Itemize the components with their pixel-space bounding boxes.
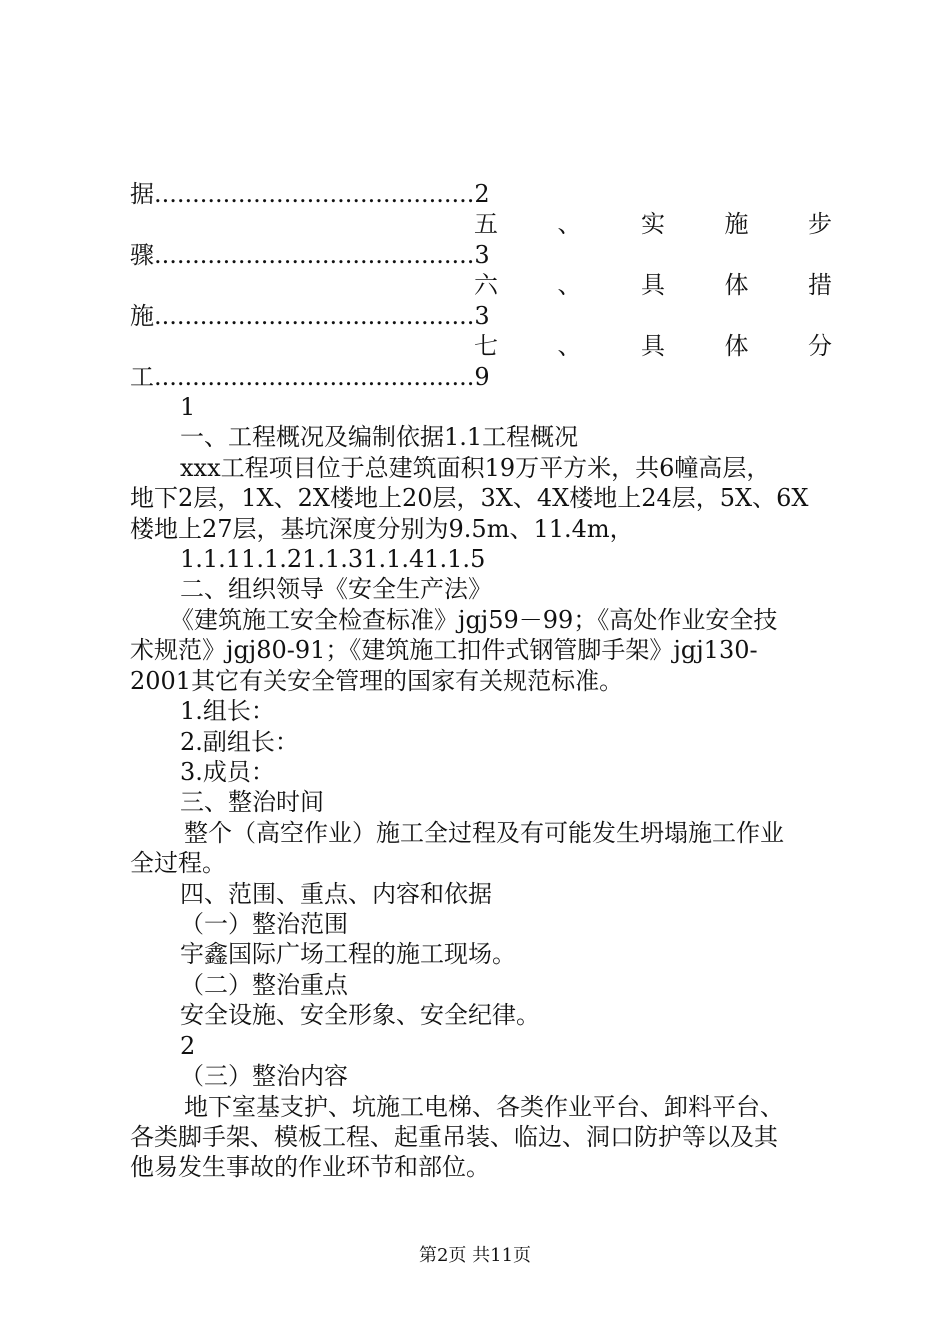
- toc-char: 施: [724, 210, 749, 238]
- toc-entry-7-tail: 工..........................................9: [130, 363, 490, 391]
- toc-char: 具: [641, 332, 665, 360]
- paragraph-line: 地下室基支护、坑施工电梯、各类作业平台、卸料平台、: [184, 1093, 784, 1121]
- toc-entry-6-head: [474, 270, 832, 300]
- subsection-heading: （三）整治内容: [180, 1062, 348, 1090]
- page-number-marker: 2: [180, 1032, 196, 1060]
- toc-char: 体: [724, 332, 749, 360]
- list-item: 3.成员：: [180, 758, 275, 786]
- toc-entry-5-tail: 骤..........................................3: [130, 241, 490, 269]
- section-heading: 四、范围、重点、内容和依据: [180, 880, 492, 908]
- toc-char: 七: [474, 332, 498, 360]
- paragraph-line: 1.1.11.1.21.1.31.1.41.1.5: [180, 545, 486, 573]
- paragraph-line: 地下2层，1X、2X楼地上20层，3X、4X楼地上24层，5X、6X: [130, 484, 809, 512]
- toc-char: 实: [641, 210, 665, 238]
- toc-entry-6-tail: 施..........................................3: [130, 302, 490, 330]
- paragraph-line: xxx工程项目位于总建筑面积19万平方米，共6幢高层，: [180, 454, 771, 482]
- paragraph-line: 全过程。: [130, 849, 226, 877]
- section-heading: 三、整治时间: [180, 788, 324, 816]
- section-heading: 二、组织领导《安全生产法》: [180, 575, 492, 603]
- paragraph-line: 《建筑施工安全检查标准》jgj59－99；《高处作业安全技: [170, 606, 778, 634]
- toc-char: 、: [557, 271, 582, 299]
- toc-char: 、: [557, 332, 582, 360]
- toc-entry-4-tail: 据..........................................2: [130, 180, 490, 208]
- paragraph-line: 安全设施、安全形象、安全纪律。: [180, 1001, 540, 1029]
- paragraph-line: 术规范》jgj80-91；《建筑施工扣件式钢管脚手架》jgj130-: [130, 636, 758, 664]
- subsection-heading: （二）整治重点: [180, 971, 348, 999]
- toc-char: 体: [724, 271, 749, 299]
- toc-char: 五: [474, 210, 498, 238]
- subsection-heading: （一）整治范围: [180, 910, 348, 938]
- toc-char: 步: [808, 210, 832, 238]
- paragraph-line: 2001其它有关安全管理的国家有关规范标准。: [130, 667, 624, 695]
- toc-char: 六: [474, 271, 498, 299]
- paragraph-line: 各类脚手架、模板工程、起重吊装、临边、洞口防护等以及其: [130, 1123, 778, 1151]
- toc-char: 措: [808, 271, 832, 299]
- toc-char: 分: [808, 332, 832, 360]
- list-item: 2.副组长：: [180, 728, 299, 756]
- list-item: 1.组长：: [180, 697, 275, 725]
- page-number-marker: 1: [180, 393, 196, 421]
- paragraph-line: 他易发生事故的作业环节和部位。: [130, 1153, 490, 1181]
- paragraph-line: 楼地上27层，基坑深度分别为9.5m、11.4m，: [130, 515, 634, 543]
- toc-entry-5-head: [474, 209, 832, 239]
- paragraph-line: 宇鑫国际广场工程的施工现场。: [180, 940, 516, 968]
- toc-char: 、: [557, 210, 582, 238]
- toc-char: 具: [641, 271, 665, 299]
- section-heading: 一、工程概况及编制依据1.1工程概况: [180, 423, 579, 451]
- toc-entry-7-head: [474, 331, 832, 361]
- paragraph-line: 整个（高空作业）施工全过程及有可能发生坍塌施工作业: [184, 819, 784, 847]
- page-footer: 第2页 共11页: [418, 1245, 532, 1266]
